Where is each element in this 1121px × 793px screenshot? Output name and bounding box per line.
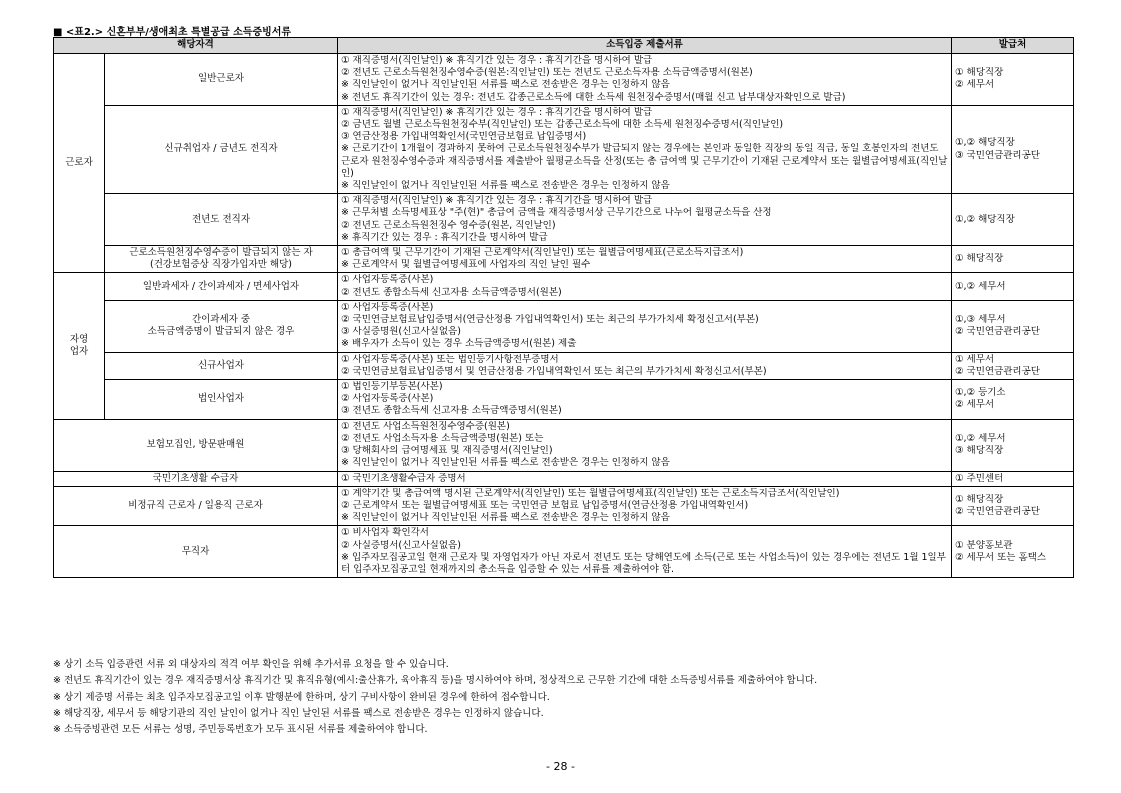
- document-line: ※ 휴직기간 있는 경우 : 휴직기간을 명시하여 발급: [341, 231, 548, 243]
- issuer-cell: [952, 105, 1074, 193]
- documents-cell: [338, 526, 952, 578]
- document-line: ③ 연금산정용 가입내역확인서(국민연금보험료 납입증명서): [341, 131, 587, 143]
- document-line: ② 금년도 월별 근로소득원천징수부(직인날인) 또는 갑종근로소득에 대한 소득세 원천징수증명서(직인날인): [341, 119, 784, 131]
- footnote: ※ 해당직장, 세무서 등 해당기관의 직인 날인이 없거나 직인 날인된 서류를 팩스로 전송받은 경우는 인정하지 않습니다.: [53, 707, 544, 719]
- issuer-line: ①,② 해당직장: [955, 137, 1015, 149]
- header-issuer: 발급처: [952, 38, 1074, 54]
- table-title: ■ <표2.> 신혼부부/생애최초 특별공급 소득증빙서류: [53, 27, 292, 38]
- category-cell: 근로자: [54, 54, 105, 273]
- documents-cell: [338, 54, 952, 106]
- category-cell: 자영 업자: [54, 273, 105, 419]
- qualification-cell: 무직자: [54, 526, 338, 578]
- documents-cell: [338, 194, 952, 246]
- issuer-line: ① 해당직장: [955, 493, 1004, 505]
- document-line: ① 재직증명서(직인날인) ※ 휴직기간 있는 경우 : 휴직기간을 명시하여 발급: [341, 106, 653, 118]
- qualification-cell: 일반과세자 / 간이과세자 / 면세사업자: [105, 273, 338, 300]
- document-line: ① 비사업자 확인각서: [341, 527, 429, 539]
- issuer-cell: [952, 471, 1074, 486]
- qualification-cell: 신규취업자 / 금년도 전직자: [105, 105, 338, 193]
- table-row: [54, 471, 1074, 486]
- document-line: ② 전년도 사업소득자용 소득금액증명(원본) 또는: [341, 432, 544, 444]
- issuer-cell: [952, 380, 1074, 420]
- document-line: ① 사업자등록증(사본) 또는 법인등기사항전부증명서: [341, 353, 559, 365]
- qualification-cell: 국민기초생활 수급자: [54, 471, 338, 486]
- table-row: [54, 352, 1074, 379]
- document-line: ※ 전년도 휴직기간이 있는 경우: 전년도 갑종근로소득에 대한 소득세 원천징수증명서(매월 신고 납부대상자확인으로 발급): [341, 91, 846, 103]
- documents-cell: [338, 380, 952, 420]
- qualification-cell: 신규사업자: [105, 352, 338, 379]
- qualification-cell: 비정규직 근로자 / 일용직 근로자: [54, 486, 338, 526]
- document-line: ※ 직인날인이 없거나 직인날인된 서류를 팩스로 전송받은 경우는 인정하지 않음: [341, 180, 670, 192]
- document-line: ② 국민연금보험료납입증명서 및 연금산정용 가입내역확인서 또는 최근의 부가가치세 확정신고서(부본): [341, 365, 767, 377]
- footnotes: [53, 657, 817, 738]
- documents-cell: [338, 246, 952, 273]
- footnote: ※ 전년도 휴직기간이 있는 경우 재직증명서상 휴직기간 및 휴직유형(예시:출산휴가, 육아휴직 등)을 명시하여야 하며, 정상적으로 근무한 기간에 대한 소득증빙서류를 제출하여야 합니다.: [53, 675, 818, 687]
- document-line: ② 전년도 근로소득원천징수 영수증(원본, 직인날인): [341, 219, 556, 231]
- issuer-line: ② 국민연금관리공단: [955, 506, 1040, 517]
- footnote: ※ 소득증빙관련 모든 서류는 성명, 주민등록번호가 모두 표시된 서류를 제출하여야 합니다.: [53, 724, 428, 736]
- issuer-line: ① 주민센터: [955, 472, 1004, 484]
- issuer-line: ② 국민연금관리공단: [955, 365, 1040, 377]
- header-documents: 소득입증 제출서류: [338, 38, 952, 54]
- document-line: ① 국민기초생활수급자 증명서: [341, 472, 466, 484]
- issuer-line: ① 분양홍보관: [955, 539, 1013, 551]
- issuer-cell: [952, 300, 1074, 352]
- qualification-cell: 보험모집인, 방문판매원: [54, 419, 338, 471]
- qualification-cell: 법인사업자: [105, 380, 338, 420]
- document-line: ① 사업자등록증(사본): [341, 274, 434, 286]
- document-line: ① 계약기간 및 총급여액 명시된 근로계약서(직인날인) 또는 월별급여명세표(직인날인) 또는 근로소득지급조서(직인날인): [341, 487, 840, 499]
- qualification-cell: 전년도 전직자: [105, 194, 338, 246]
- issuer-line: ② 세무서 또는 홈택스: [955, 551, 1046, 563]
- issuer-cell: [952, 419, 1074, 471]
- documents-cell: [338, 273, 952, 300]
- document-line: ① 사업자등록증(사본): [341, 301, 434, 313]
- document-line: ※ 배우자가 소득이 있는 경우 소득금액증명서(원본) 제출: [341, 338, 577, 350]
- document-line: ① 전년도 사업소득원천징수영수증(원본): [341, 420, 510, 432]
- issuer-line: ② 국민연금관리공단: [955, 326, 1040, 338]
- documents-cell: [338, 471, 952, 486]
- qualification-cell: 일반근로자: [105, 54, 338, 106]
- income-documents-table: [53, 37, 1074, 578]
- document-line: ③ 당해회사의 급여명세표 및 재직증명서(직인날인): [341, 445, 553, 457]
- table-row: [54, 380, 1074, 420]
- table-row: [54, 419, 1074, 471]
- document-line: ※ 근로계약서 및 월별급여명세표에 사업자의 직인 날인 필수: [341, 259, 591, 271]
- issuer-cell: [952, 486, 1074, 526]
- issuer-line: ① 해당직장: [955, 67, 1004, 79]
- table-row: [54, 246, 1074, 273]
- document-line: ① 재직증명서(직인날인) ※ 휴직기간 있는 경우 : 휴직기간을 명시하여 발급: [341, 55, 653, 66]
- table-row: [54, 105, 1074, 193]
- table-header-row: [54, 38, 1074, 54]
- issuer-line: ② 세무서: [955, 399, 995, 411]
- document-line: ① 총급여액 및 근무기간이 기재된 근로계약서(직인날인) 또는 월별급여명세표(근로소득지급조서): [341, 247, 744, 259]
- documents-cell: [338, 486, 952, 526]
- document-line: ※ 직인날인이 없거나 직인날인된 서류를 팩스로 전송받은 경우는 인정하지 않음: [341, 79, 670, 91]
- issuer-line: ①,③ 세무서: [955, 314, 1006, 326]
- issuer-line: ② 세무서: [955, 79, 995, 91]
- document-line: ② 사실증명서(신고사실없음): [341, 539, 461, 551]
- issuer-cell: [952, 526, 1074, 578]
- document-line: ② 국민연금보험료납입증명서(연금산정용 가입내역확인서) 또는 최근의 부가가치세 확정신고서(부본): [341, 314, 759, 326]
- footnote: ※ 상기 소득 입증관련 서류 외 대상자의 적격 여부 확인을 위해 추가서류 요청을 할 수 있습니다.: [53, 659, 449, 670]
- document-line: ※ 근로기간이 1개월이 경과하지 못하여 근로소득원천징수부가 발급되지 않는 경우에는 본인과 동일한 직장의 동일 직급, 동일 호봉인자의 전년도 근로자 원천징수영수증과 재직증명서를 제출받아 월평균소득을 산정(또는 총 급여액 및 근무기간이 기재된 근로계약서 또는 월별급여명세표(직인날인): [341, 143, 948, 179]
- documents-cell: [338, 352, 952, 379]
- issuer-cell: [952, 246, 1074, 273]
- document-line: ※ 근무처별 소득명세표상 "주(현)" 총급여 금액을 재직증명서상 근무기간으로 나누어 월평균소득을 산정: [341, 207, 772, 219]
- issuer-cell: [952, 273, 1074, 300]
- issuer-line: ①,② 해당직장: [955, 213, 1015, 225]
- issuer-line: ①,② 세무서: [955, 280, 1006, 292]
- issuer-line: ③ 해당직장: [955, 445, 1004, 457]
- table-row: [54, 194, 1074, 246]
- issuer-line: ① 해당직장: [955, 253, 1004, 265]
- document-line: ② 전년도 근로소득원천징수영수증(원본:직인날인) 또는 전년도 근로소득자용 소득금액증명서(원본): [341, 67, 753, 79]
- document-line: ① 재직증명서(직인날인) ※ 휴직기간 있는 경우 : 휴직기간을 명시하여 발급: [341, 195, 653, 207]
- table-row: [54, 526, 1074, 578]
- documents-cell: [338, 419, 952, 471]
- issuer-line: ①,② 등기소: [955, 387, 1006, 399]
- document-line: ② 전년도 종합소득세 신고자용 소득금액증명서(원본): [341, 286, 562, 298]
- document-line: ③ 사실증명원(신고사실없음): [341, 326, 461, 338]
- header-qualification: 해당자격: [54, 38, 338, 54]
- document-line: ※ 직인날인이 없거나 직인날인된 서류를 팩스로 전송받은 경우는 인정하지 않음: [341, 457, 670, 469]
- footnote: ※ 상기 제증명 서류는 최초 입주자모집공고일 이후 발행분에 한하며, 상기 구비사항이 완비된 경우에 한하여 접수합니다.: [53, 691, 550, 703]
- table-row: [54, 273, 1074, 300]
- issuer-line: ③ 국민연금관리공단: [955, 149, 1040, 161]
- document-line: ② 사업자등록증(사본): [341, 393, 434, 405]
- issuer-cell: [952, 54, 1074, 106]
- document-line: ※ 입주자모집공고일 현재 근로자 및 자영업자가 아닌 자로서 전년도 또는 당해연도에 소득(근로 또는 사업소득)이 있는 경우에는 전년도 1월 1일부터 입주자모집공고일 현재까지의 총소득을 입증할 수 있는 서류를 제출하여야 함.: [341, 551, 946, 575]
- issuer-cell: [952, 194, 1074, 246]
- issuer-line: ① 세무서: [955, 353, 995, 365]
- qualification-cell: 간이과세자 중 소득금액증명이 발급되지 않은 경우: [105, 300, 338, 352]
- documents-cell: [338, 105, 952, 193]
- table-row: [54, 300, 1074, 352]
- issuer-cell: [952, 352, 1074, 379]
- documents-cell: [338, 300, 952, 352]
- document-line: ③ 전년도 종합소득세 신고자용 소득금액증명서(원본): [341, 405, 562, 417]
- document-line: ① 법인등기부등본(사본): [341, 381, 443, 393]
- table-row: [54, 486, 1074, 526]
- document-line: ② 근로계약서 또는 월별급여명세표 또는 국민연금 보험료 납입증명서(연금산정용 가입내역확인서): [341, 499, 749, 511]
- document-line: ※ 직인날인이 없거나 직인날인된 서류를 팩스로 전송받은 경우는 인정하지 않음: [341, 512, 670, 524]
- qualification-cell: 근로소득원천징수영수증이 발급되지 않는 자 (건강보험증상 직장가입자만 해당): [105, 246, 338, 273]
- table-row: [54, 54, 1074, 106]
- issuer-line: ①,② 세무서: [955, 432, 1006, 444]
- page-number: - 28 -: [546, 760, 575, 773]
